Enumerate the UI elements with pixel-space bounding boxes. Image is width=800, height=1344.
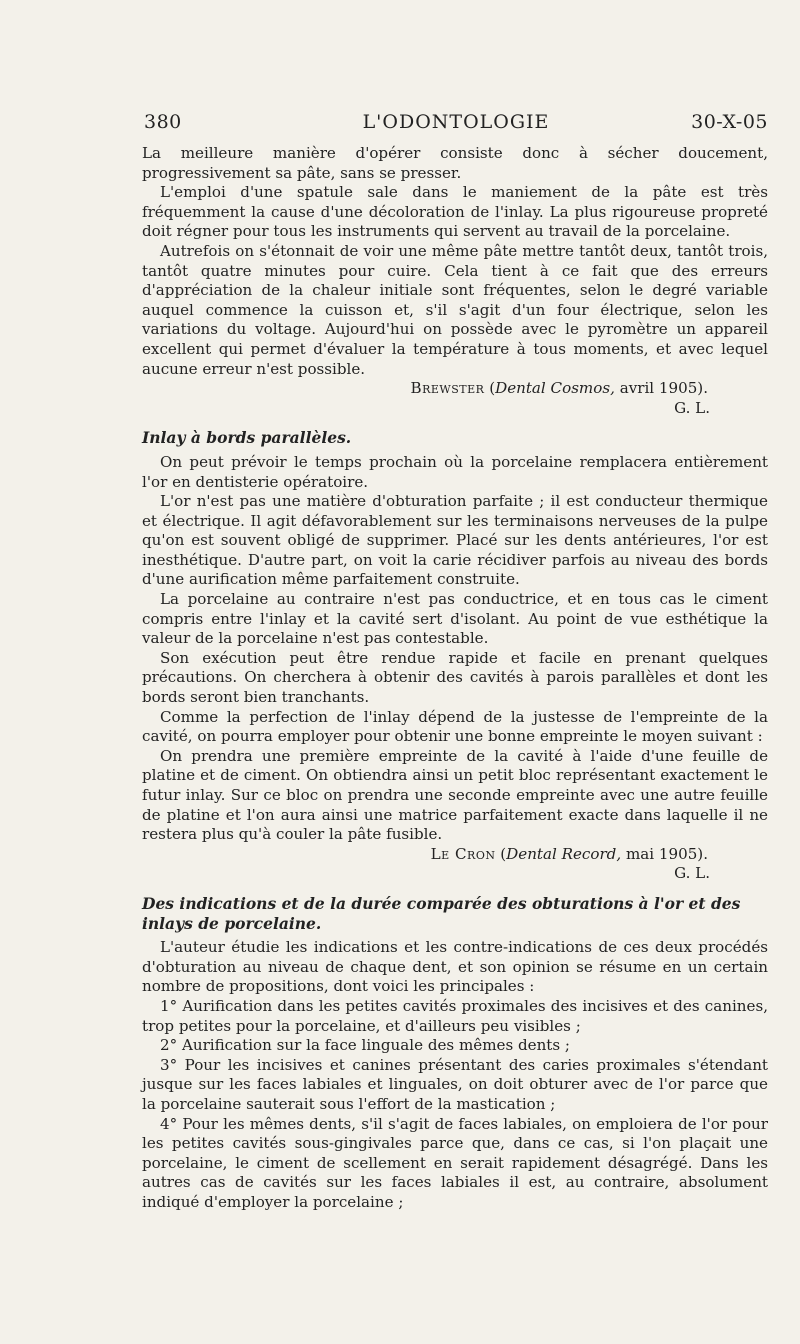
citation-source: Dental Record, (506, 844, 622, 863)
paragraph: On peut prévoir le temps prochain où la porcelaine remplacera entièrement l'or en dentisterie opératoire. (142, 452, 768, 491)
list-item: 1° Aurification dans les petites cavités proximales des incisives et des canines, trop petites pour la porcelaine, et d'ailleurs peu visibles ; (142, 996, 768, 1035)
citation-author: Le Cron (430, 844, 496, 863)
citation-open: ( (500, 844, 507, 863)
list-item: 4° Pour les mêmes dents, s'il s'agit de faces labiales, on emploiera de l'or pour les petites cavités sous-gingivales parce que, dans ce cas, si l'on plaçait une porcelaine, le ciment de scellement en serait rapidement désagrégé. Dans les autres cas de cavités sur les faces labiales il est, au contraire, absolument indiqué d'employer la porcelaine ; (142, 1114, 768, 1211)
list-item: 2° Aurification sur la face linguale des mêmes dents ; (160, 1036, 571, 1055)
signature: G. L. (674, 864, 710, 883)
paragraph: Son exécution peut être rendue rapide et facile en prenant quelques précautions. On cherchera à obtenir des cavités à parois parallèles et dont les bords seront bien tranchants. (142, 648, 768, 707)
paragraph: L'emploi d'une spatule sale dans le maniement de la pâte est très fréquemment la cause d'une décoloration de l'inlay. La plus rigoureuse propreté doit régner pour tous les instruments qui servent au travail de la porcelaine. (142, 183, 768, 241)
citation (142, 845, 768, 865)
section-title: Inlay à bords parallèles. (142, 428, 352, 448)
paragraph: Comme la perfection de l'inlay dépend de la justesse de l'empreinte de la cavité, on pourra employer pour obtenir une bonne empreinte le moyen suivant : (142, 707, 768, 746)
list-item: 3° Pour les incisives et canines présentant des caries proximales s'étendant jusque sur les faces labiales et linguales, on doit obturer avec de l'or parce que la porcelaine sauterait sous l'effort de la mastication ; (142, 1055, 768, 1113)
section-title-line: inlays de porcelaine. (142, 913, 322, 933)
paragraph: La porcelaine au contraire n'est pas conductrice, et en tous cas le ciment compris entre l'inlay et la cavité sert d'isolant. Au point de vue esthétique la valeur de la porcelaine n'est pas contestable. (142, 590, 768, 648)
signature: G. L. (674, 398, 710, 417)
page-number: 380 (144, 111, 182, 133)
running-header (144, 111, 768, 137)
paragraph: L'or n'est pas une matière d'obturation parfaite ; il est conducteur thermique et électrique. Il agit défavorablement sur les terminaisons nerveuses de la pulpe qu'on est souvent obligé de supprimer. Placé sur les dents antérieures, l'or est inesthétique. D'autre part, on voit la carie récidiver parfois au niveau des bords d'une aurification même parfaitement construite. (142, 492, 768, 589)
citation-source: Dental Cosmos, (495, 379, 615, 398)
paragraph: On prendra une première empreinte de la cavité à l'aide d'une feuille de platine et de ciment. On obtiendra ainsi un petit bloc représentant exactement le futur inlay. Sur ce bloc on prendra une seconde empreinte avec une autre feuille de platine et l'on aura ainsi une matrice parfaitement exacte dans laquelle il ne restera plus qu'à couler la pâte fusible. (142, 746, 768, 844)
citation-date: avril 1905). (619, 379, 708, 398)
section-title (142, 894, 768, 933)
journal-title: L'ODONTOLOGIE (362, 111, 550, 133)
paragraph: La meilleure manière d'opérer consiste donc à sécher doucement, progressivement sa pâte, sans se presser. (142, 144, 768, 182)
citation-date: mai 1905). (625, 844, 708, 863)
article-body (142, 144, 768, 1212)
section-title-line: Des indications et de la durée comparée des obturations à l'or et des (142, 893, 741, 913)
citation (142, 379, 768, 399)
citation-author: Brewster (410, 379, 485, 398)
citation-open: ( (489, 379, 496, 398)
paragraph: Autrefois on s'étonnait de voir une même pâte mettre tantôt deux, tantôt trois, tantôt quatre minutes pour cuire. Cela tient à ce fait que des erreurs d'appréciation de la chaleur initiale sont fréquentes, selon le degré variable auquel commence la cuisson et, s'il s'agit d'un four électrique, selon les variations du voltage. Aujourd'hui on possède avec le pyromètre un appareil excellent qui permet d'évaluer la température à tous moments, et avec lequel aucune erreur n'est possible. (142, 241, 768, 378)
paragraph: L'auteur étudie les indications et les contre-indications de ces deux procédés d'obturation au niveau de chaque dent, et son opinion se résume en un certain nombre de propositions, dont voici les principales : (142, 938, 768, 996)
issue-date: 30-X-05 (691, 111, 768, 133)
